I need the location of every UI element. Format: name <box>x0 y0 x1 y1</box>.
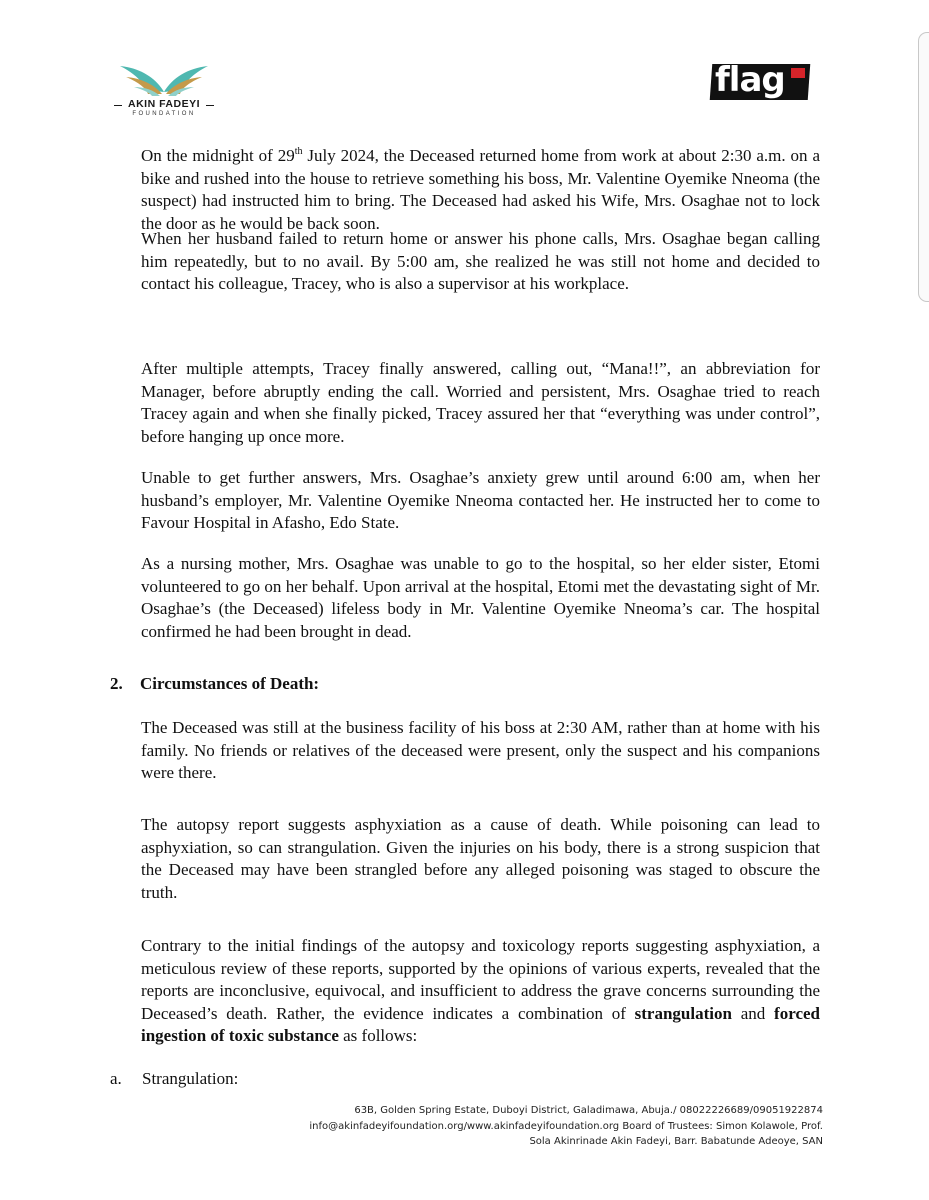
section-number: 2. <box>110 674 123 693</box>
bold-forced-ingestion: forced ingestion of toxic substance <box>141 1003 820 1046</box>
footer-board-names: Sola Akinrinade Akin Fadeyi, Barr. Babatunde Adeoye, SAN <box>529 1136 823 1147</box>
section-heading <box>110 674 319 694</box>
wings-icon <box>116 58 212 98</box>
section-title: Circumstances of Death: <box>140 674 320 693</box>
subitem-strangulation <box>110 1069 238 1089</box>
footer-web-board: info@akinfadeyifoundation.org/www.akinfadeyifoundation.org Board of Trustees: Simon Kolawole, Prof. <box>309 1120 823 1132</box>
scrollbar-edge[interactable] <box>918 32 929 302</box>
subitem-label: Strangulation: <box>142 1069 239 1088</box>
logo-name: AKIN FADEYI <box>127 98 200 110</box>
akin-fadeyi-foundation-logo <box>108 58 220 122</box>
paragraph-7: The autopsy report suggests asphyxiation as a cause of death. While poisoning can lead to asphyxiation, so can strangulation. Given the injuries on his body, there is a strong suspicion that the Deceased may have been strangled before any alleged poisoning was staged to obscure the truth. <box>141 815 820 902</box>
paragraph-1 <box>141 145 820 235</box>
paragraph-3: After multiple attempts, Tracey finally answered, calling out, “Mana!!”, an abbreviation for Manager, before abruptly ending the call. Worried and persistent, Mrs. Osaghae tried to reach Tracey again and when she finally picked, Tracey assured her that “everything was under control”, before hanging up once more. <box>141 359 820 446</box>
paragraph-1-start: On the midnight of 29 <box>141 146 295 165</box>
footer-contact <box>309 1103 823 1150</box>
paragraph-5: As a nursing mother, Mrs. Osaghae was unable to go to the hospital, so her elder sister, Etomi volunteered to go on her behalf. Upon arrival at the hospital, Etomi met the devastating sight of Mr. Osaghae’s (the Deceased) lifeless body in Mr. Valentine Oyemike Nneoma’s car. The hospital confirmed he had been brought in dead. <box>141 554 820 641</box>
paragraph-8 <box>141 935 820 1048</box>
paragraph-8-end: as follows: <box>338 1026 418 1046</box>
subitem-letter: a. <box>110 1069 122 1088</box>
paragraph-1-rest: July 2024, the Deceased returned home from work at about 2:30 a.m. on a bike and rushed into the house to retrieve something his boss, Mr. Valentine Oyemike Nneoma (the suspect) had instructed him to bring. The Deceased had asked his Wife, Mrs. Osaghae not to lock the door as he would be back soon. <box>141 146 820 233</box>
red-flag-icon <box>791 68 805 78</box>
bold-strangulation: strangulation <box>634 1003 732 1023</box>
paragraph-8-and: and <box>731 1003 775 1023</box>
flagit-logo <box>711 60 813 104</box>
paragraph-4: Unable to get further answers, Mrs. Osaghae’s anxiety grew until around 6:00 am, when her husband’s employer, Mr. Valentine Oyemike Nneoma contacted her. He instructed her to come to Favour Hospital in Afasho, Edo State. <box>141 468 820 533</box>
flagit-logo-text: flag <box>715 60 785 100</box>
paragraph-8-start: Contrary to the initial findings of the autopsy and toxicology reports suggesting asphyxiation, a meticulous review of these reports, supported by the opinions of various experts, revealed that the reports are inconclusive, equivocal, and insufficient to address the grave concerns surrounding the Deceased’s death. Rather, the evidence indicates a combination of <box>141 936 820 1023</box>
logo-subtitle: FOUNDATION <box>132 111 196 117</box>
ordinal-suffix: th <box>294 146 303 157</box>
paragraph-6: The Deceased was still at the business facility of his boss at 2:30 AM, rather than at home with his family. No friends or relatives of the deceased were present, only the suspect and his companions were there. <box>141 718 820 783</box>
logo-rule-right <box>206 105 214 106</box>
footer-address: 63B, Golden Spring Estate, Duboyi District, Galadimawa, Abuja./ 08022226689/09051922874 <box>354 1105 823 1116</box>
paragraph-2: When her husband failed to return home or answer his phone calls, Mrs. Osaghae began calling him repeatedly, but to no avail. By 5:00 am, she realized he was still not home and decided to contact his colleague, Tracey, who is also a supervisor at his workplace. <box>141 229 820 294</box>
